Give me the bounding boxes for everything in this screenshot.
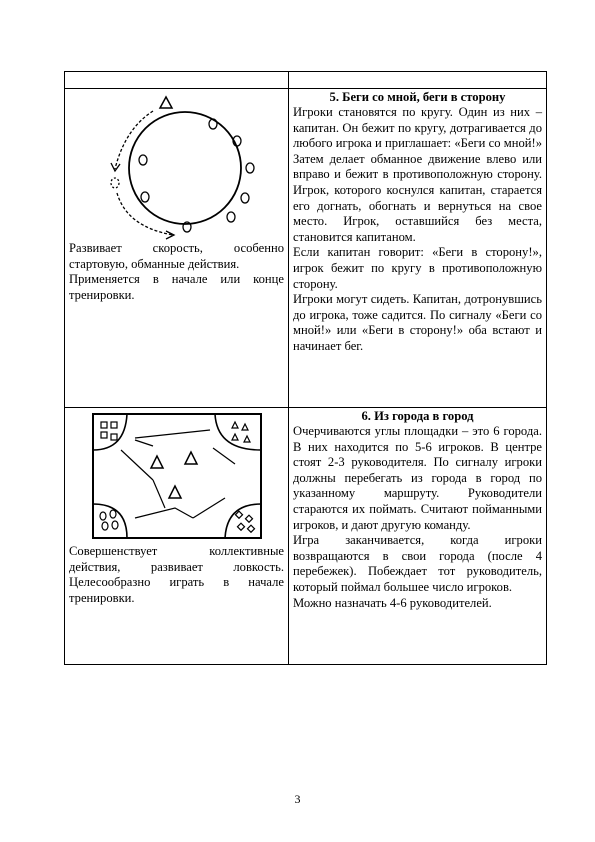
city-corners [93, 414, 261, 538]
city-corner [93, 504, 127, 538]
circle-game-diagram [65, 89, 289, 241]
player-marker [102, 522, 108, 530]
game-6-description [65, 544, 288, 606]
player-marker [110, 510, 116, 518]
route-arrow [135, 508, 193, 518]
table-row [65, 408, 547, 665]
game-rule: Очерчиваются углы площадки – это 6 города. В них находится по 5-6 игроков. В центре стоят 2-3 руководителя. По сигналу игроки должны перебегать из города в город по указанному маршруту. Руководители стараются их поймать. Считают пойманными игроков, и дают другую команду. [293, 424, 542, 532]
game-5-left-cell [65, 89, 289, 408]
description-line: Совершенствует коллективные действия, развивает ловкость. Целесообразно играть в начале тренировки. [69, 544, 284, 605]
route-arrow [121, 450, 153, 480]
table-row [65, 89, 547, 408]
player-marker [232, 422, 238, 428]
route-arrow [213, 448, 235, 464]
arrowhead [111, 163, 120, 171]
leader-triangle [169, 486, 181, 498]
table-header-row [65, 72, 547, 89]
player-marker [100, 512, 106, 520]
player-circle [129, 112, 241, 224]
game-rule: Можно назначать 4-6 руководителей. [293, 595, 492, 610]
captain-triangle [160, 97, 172, 108]
description-line: Развивает скорость, особенно стартовую, обманные действия. [69, 241, 284, 271]
route-arrow [193, 498, 225, 518]
player-marker [244, 436, 250, 442]
game-6-right-cell [289, 408, 547, 665]
city-corner [225, 504, 261, 538]
player-marker [245, 515, 252, 522]
player-marker [237, 523, 244, 530]
games-table [64, 71, 547, 665]
game-title: 6. Из города в город [361, 409, 474, 423]
player-marker [246, 163, 254, 173]
player-marker [227, 212, 235, 222]
cities-game-diagram [65, 408, 289, 544]
player-marker [112, 521, 118, 529]
player-marker [232, 434, 238, 440]
description-line: Применяется в начале или конце тренировки. [69, 272, 284, 302]
header-cell-left [65, 72, 289, 89]
leader-triangle [185, 452, 197, 464]
player-marker [242, 424, 248, 430]
run-arrow [117, 193, 173, 235]
route-arrow [135, 440, 153, 446]
player-marker [101, 422, 107, 428]
player-marker [111, 178, 119, 188]
city-corner [93, 414, 127, 450]
game-rule: Игроки могут сидеть. Капитан, дотронувшись до игрока, тоже садится. По сигналу «Беги со мной!» или «Беги в сторону!» оба встают и начинает бег. [293, 292, 542, 353]
game-5-description [65, 241, 288, 303]
player-marker [247, 525, 254, 532]
city-corner [215, 414, 261, 450]
route-arrows [121, 430, 235, 518]
playing-field [93, 414, 261, 538]
game-5-right-cell [289, 89, 547, 408]
game-title: 5. Беги со мной, беги в сторону [329, 90, 506, 104]
route-arrow [135, 430, 210, 438]
game-6-left-cell [65, 408, 289, 665]
game-rule: Игроки становятся по кругу. Один из них – капитан. Он бежит по кругу, дотрагивается до любого игрока и приглашает: «Беги со мной!» Затем делает обманное движение влево или вправо и бежит в противоположную сторону. Игрок, которого коснулся капитан, старается его догнать, обогнать и вернуться на свое место. Игрок, оставшийся без места, становится капитаном. [293, 105, 542, 244]
leader-triangle [151, 456, 163, 468]
header-cell-right [289, 72, 547, 89]
page-number: 3 [294, 792, 301, 806]
game-rule: Игра заканчивается, когда игроки возвращаются в свои города (после 4 перебежек). Побеждает тот руководитель, который поймал большее число игроков. [293, 533, 542, 594]
player-marker [141, 192, 149, 202]
game-rule: Если капитан говорит: «Беги в сторону!», игрок бежит по кругу в противоположную сторону. [293, 245, 542, 291]
player-marker [111, 434, 117, 440]
player-marker [111, 422, 117, 428]
player-marker [101, 432, 107, 438]
player-marker [241, 193, 249, 203]
route-arrow [153, 480, 165, 508]
players-group [111, 119, 254, 232]
player-marker [139, 155, 147, 165]
